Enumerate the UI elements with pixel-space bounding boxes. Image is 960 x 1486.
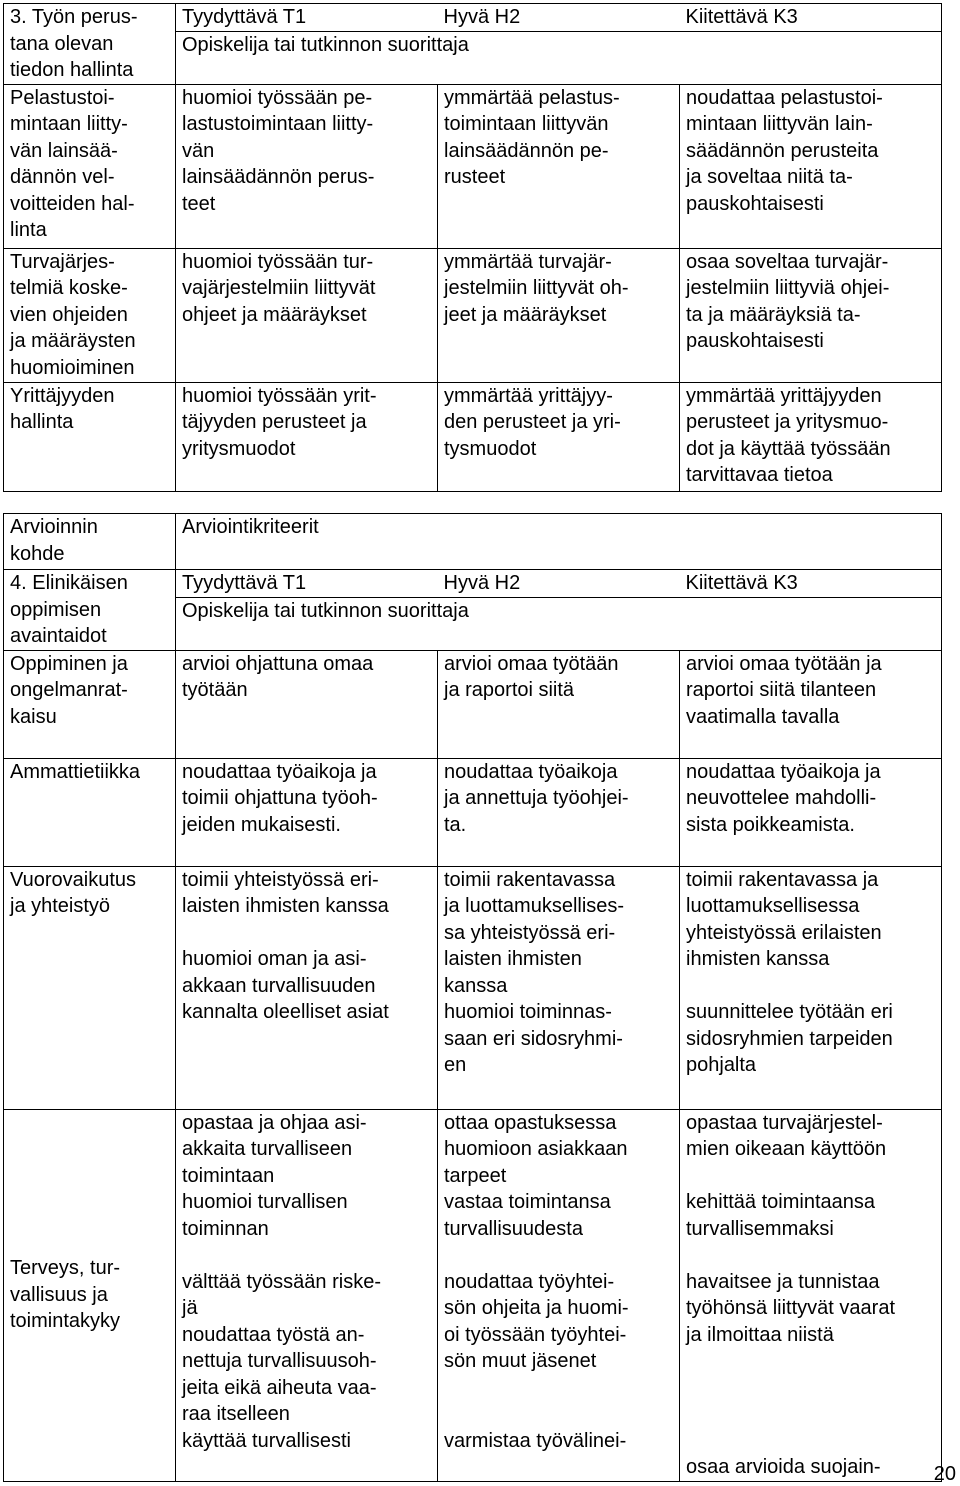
k3-cell: arvioi omaa työtään ja raportoi siitä tilanteen vaatimalla tavalla: [680, 650, 942, 758]
level-t1-header: Tyydyttävä T1: [176, 4, 438, 32]
level-k3-header: Kiitettävä K3: [680, 4, 942, 32]
h2-cell: noudattaa työaikoja ja annettuja työohjei- ta.: [438, 758, 680, 866]
k3-cell: noudattaa pelastustoi- mintaan liittyvän lain- säädännön perusteita ja soveltaa niitä ta- pauskohtaisesti: [680, 84, 942, 248]
t1-cell: arvioi ohjattuna omaa työtään: [176, 650, 438, 758]
k3-cell: opastaa turvajärjestel- mien oikeaan käyttöön kehittää toimintaansa turvallisemmaksi havaitsee ja tunnistaa työhönsä liittyvät vaarat ja ilmoittaa niistä osaa arvioida suojain-: [680, 1109, 942, 1481]
h2-cell: ymmärtää turvajär- jestelmiin liittyvät oh- jeet ja määräykset: [438, 248, 680, 382]
page-number: 20: [933, 1463, 956, 1485]
k3-cell: noudattaa työaikoja ja neuvottelee mahdolli- sista poikkeamista.: [680, 758, 942, 866]
level-h2-header: Hyvä H2: [438, 4, 680, 32]
h2-cell: toimii rakentavassa ja luottamuksellises- sa yhteistyössä eri- laisten ihmisten kanssa huomioi toiminnas- saan eri sidosryhmi- en: [438, 866, 680, 1109]
subject-header: Opiskelija tai tutkinnon suorittaja: [176, 31, 942, 58]
t1-cell: noudattaa työaikoja ja toimii ohjattuna työoh- jeiden mukaisesti.: [176, 758, 438, 866]
target-cell: Ammattietiikka: [4, 758, 176, 866]
criteria-header: Arviointikriteerit: [176, 514, 942, 570]
h2-cell: arvioi omaa työtään ja raportoi siitä: [438, 650, 680, 758]
spacer: [176, 624, 942, 650]
section-title: 3. Työn perus- tana olevan tiedon hallinta: [4, 4, 176, 85]
t1-cell: huomioi työssään yrit- täjyyden perusteet ja yritysmuodot: [176, 382, 438, 491]
h2-cell: ymmärtää yrittäjyy- den perusteet ja yri- tysmuodot: [438, 382, 680, 491]
t1-cell: huomioi työssään tur- vajärjestelmiin liittyvät ohjeet ja määräykset: [176, 248, 438, 382]
spacer: [176, 58, 942, 84]
level-h2-header: Hyvä H2: [438, 570, 680, 598]
h2-cell: ottaa opastuksessa huomioon asiakkaan tarpeet vastaa toimintansa turvallisuudesta noudattaa työyhtei- sön ohjeita ja huomi- oi työssään työyhtei- sön muut jäsenet varmistaa työvälinei-: [438, 1109, 680, 1481]
target-cell: Oppiminen ja ongelmanrat- kaisu: [4, 650, 176, 758]
target-cell: Terveys, tur- vallisuus ja toimintakyky: [4, 1109, 176, 1481]
t1-cell: toimii yhteistyössä eri- laisten ihmisten kanssa huomioi oman ja asi- akkaan turvallisuuden kannalta oleelliset asiat: [176, 866, 438, 1109]
section-title: 4. Elinikäisen oppimisen avaintaidot: [4, 570, 176, 651]
t1-cell: huomioi työssään pe- lastustoimintaan liitty- vän lainsäädännön perus- teet: [176, 84, 438, 248]
target-cell: Turvajärjes- telmiä koske- vien ohjeiden ja määräysten huomioiminen: [4, 248, 176, 382]
t1-cell: opastaa ja ohjaa asi- akkaita turvalliseen toimintaan huomioi turvallisen toiminnan välttää työssään riske- jä noudattaa työstä an- nettuja turvallisuusoh- jeita eikä aiheuta vaa- raa itselleen käyttää turvallisesti: [176, 1109, 438, 1481]
k3-cell: ymmärtää yrittäjyyden perusteet ja yritysmuo- dot ja käyttää työssään tarvittavaa tietoa: [680, 382, 942, 491]
criteria-table-2: [3, 513, 942, 1482]
target-cell: Pelastustoi- mintaan liitty- vän lainsää- dännön vel- voitteiden hal- linta: [4, 84, 176, 248]
target-header: Arvioinnin kohde: [4, 514, 176, 570]
subject-header: Opiskelija tai tutkinnon suorittaja: [176, 597, 942, 624]
k3-cell: toimii rakentavassa ja luottamuksellisessa yhteistyössä erilaisten ihmisten kanssa suunnittelee työtään eri sidosryhmien tarpeiden pohjalta: [680, 866, 942, 1109]
level-t1-header: Tyydyttävä T1: [176, 570, 438, 598]
k3-cell: osaa soveltaa turvajär- jestelmiin liittyviä ohjei- ta ja määräyksiä ta- pauskohtaisesti: [680, 248, 942, 382]
criteria-table-1: [3, 3, 942, 492]
target-cell: Vuorovaikutus ja yhteistyö: [4, 866, 176, 1109]
level-k3-header: Kiitettävä K3: [680, 570, 942, 598]
target-cell: Yrittäjyyden hallinta: [4, 382, 176, 491]
h2-cell: ymmärtää pelastus- toimintaan liittyvän lainsäädännön pe- rusteet: [438, 84, 680, 248]
